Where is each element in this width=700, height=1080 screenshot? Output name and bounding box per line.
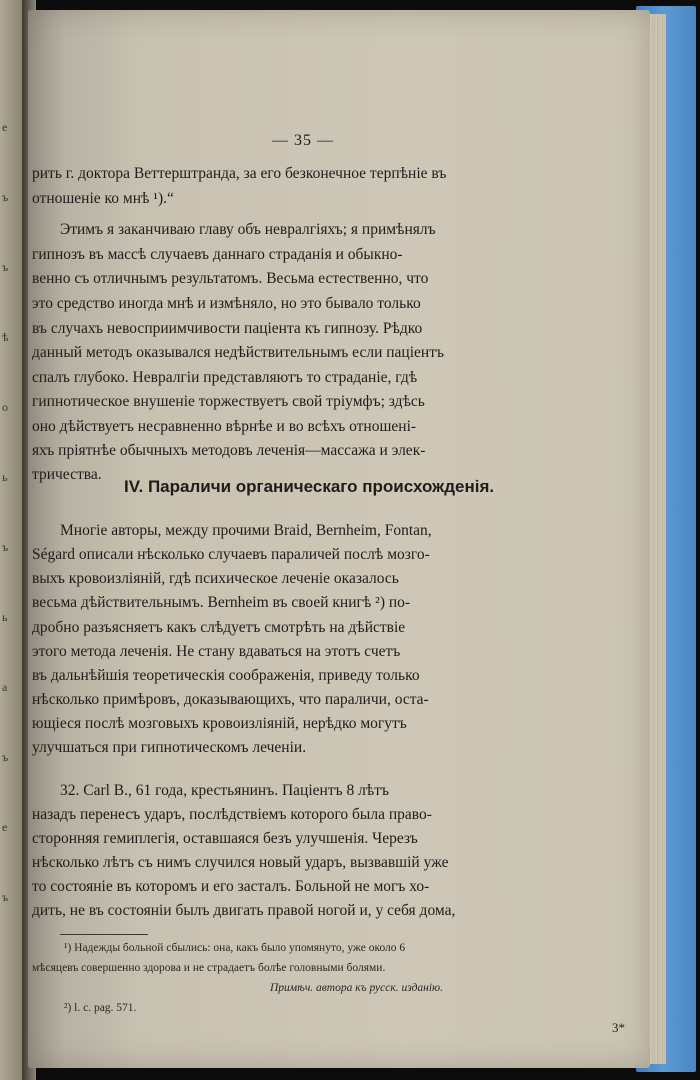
book-page: [28, 10, 650, 1068]
left-page-fragment: ь: [2, 470, 8, 484]
left-page-fragment: ъ: [2, 890, 9, 904]
section-line: ющіеся послѣ мозговыхъ кровоизліяній, нерѣдко могутъ: [32, 715, 407, 732]
left-page-fragment: ъ: [2, 540, 9, 554]
body-line: спалъ глубоко. Невралгіи представляютъ то страданіе, гдѣ: [32, 369, 418, 386]
case-line: то состояніе въ которомъ и его засталъ. Больной не могъ хо-: [32, 878, 430, 895]
footnote-line: ¹) Надежды больной сбылись: она, какъ было упомянуто, уже около 6: [64, 942, 406, 954]
left-page-fragment: е: [2, 120, 8, 134]
footnote-line: ²) l. c. pag. 571.: [64, 1002, 137, 1014]
body-line: гипнотическое внушеніе торжествуетъ свой тріумфъ; здѣсь: [32, 393, 425, 410]
footnote-rule: [60, 934, 148, 935]
footnote-line: мѣсяцевъ совершенно здорова и не страдаетъ болѣе головными болями.: [32, 962, 386, 974]
section-line: Многіе авторы, между прочими Braid, Bernheim, Fontan,: [60, 522, 432, 539]
page-number: — 35 —: [272, 132, 334, 149]
left-page-fragment: ъ: [2, 750, 9, 764]
body-line: оно дѣйствуетъ несравненно вѣрнѣе и во всѣхъ отношені-: [32, 418, 417, 435]
body-line: гипнозъ въ массѣ случаевъ даннаго страданія и обыкно-: [32, 246, 403, 263]
left-page-fragment: е: [2, 820, 8, 834]
section-line: нѣсколько примѣровъ, доказывающихъ, что параличи, оста-: [32, 691, 429, 708]
section-line: этого метода леченія. Не стану вдаваться на этотъ счетъ: [32, 643, 401, 660]
case-line: дить, не въ состояніи былъ двигать правой ногой и, у себя дома,: [32, 902, 456, 919]
signature-mark: 3*: [612, 1020, 625, 1035]
body-line: въ случахъ невосприимчивости пацiента къ гипнозу. Рѣдко: [32, 320, 423, 337]
body-line: рить г. доктора Веттерштранда, за его безконечное терпѣніе въ: [32, 165, 447, 182]
left-page-fragment: ѣ: [2, 330, 9, 344]
body-line: отношеніе ко мнѣ ¹).“: [32, 190, 174, 207]
left-page-fragment: ъ: [2, 260, 9, 274]
section-line: улучшаться при гипнотическомъ леченіи.: [32, 739, 307, 756]
section-line: въ дальнѣйшія теоретическія соображенія, приведу только: [32, 667, 420, 684]
body-line: венно съ отличнымъ результатомъ. Весьма естественно, что: [32, 270, 429, 287]
body-line: тричества.: [32, 466, 102, 483]
section-line: весьма дѣйствительнымъ. Bernheim въ своей книгѣ ²) по-: [32, 594, 411, 611]
section-line: дробно разъясняетъ какъ слѣдуетъ смотрѣть на дѣйствіе: [32, 619, 406, 636]
left-page-fragment: а: [2, 680, 8, 694]
section-heading: IV. Параличи органическаго происхожденія.: [124, 477, 495, 496]
section-line: Ségard описали нѣсколько случаевъ параличей послѣ мозго-: [32, 546, 430, 563]
case-line: сторонняя гемиплегія, оставшаяся безъ улучшенія. Черезъ: [32, 830, 418, 847]
footnote-attribution: Примѣч. автора къ русск. изданію.: [270, 982, 444, 994]
case-line: нѣсколько лѣтъ съ нимъ случился новый ударъ, вызвавшій уже: [32, 854, 449, 871]
left-page-fragment: о: [2, 400, 8, 414]
left-page-fragment: ь: [2, 610, 8, 624]
section-line: выхъ кровоизліяній, гдѣ психическое леченіе оказалось: [32, 570, 399, 587]
case-line: 32. Carl B., 61 года, крестьянинъ. Пацiентъ 8 лѣтъ: [60, 782, 390, 799]
case-line: назадъ перенесъ ударъ, послѣдствіемъ которого была право-: [32, 806, 432, 823]
body-line: яхъ пріятнѣе обычныхъ методовъ леченія—массажа и элек-: [32, 442, 426, 459]
body-line: это средство иногда мнѣ и измѣняло, но это бывало только: [32, 295, 421, 312]
body-line: Этимъ я заканчиваю главу объ невралгіяхъ; я примѣнялъ: [60, 221, 436, 238]
body-line: данный методъ оказывался недѣйствительнымъ если пацiентъ: [32, 344, 444, 361]
left-page-fragment: ъ: [2, 190, 9, 204]
